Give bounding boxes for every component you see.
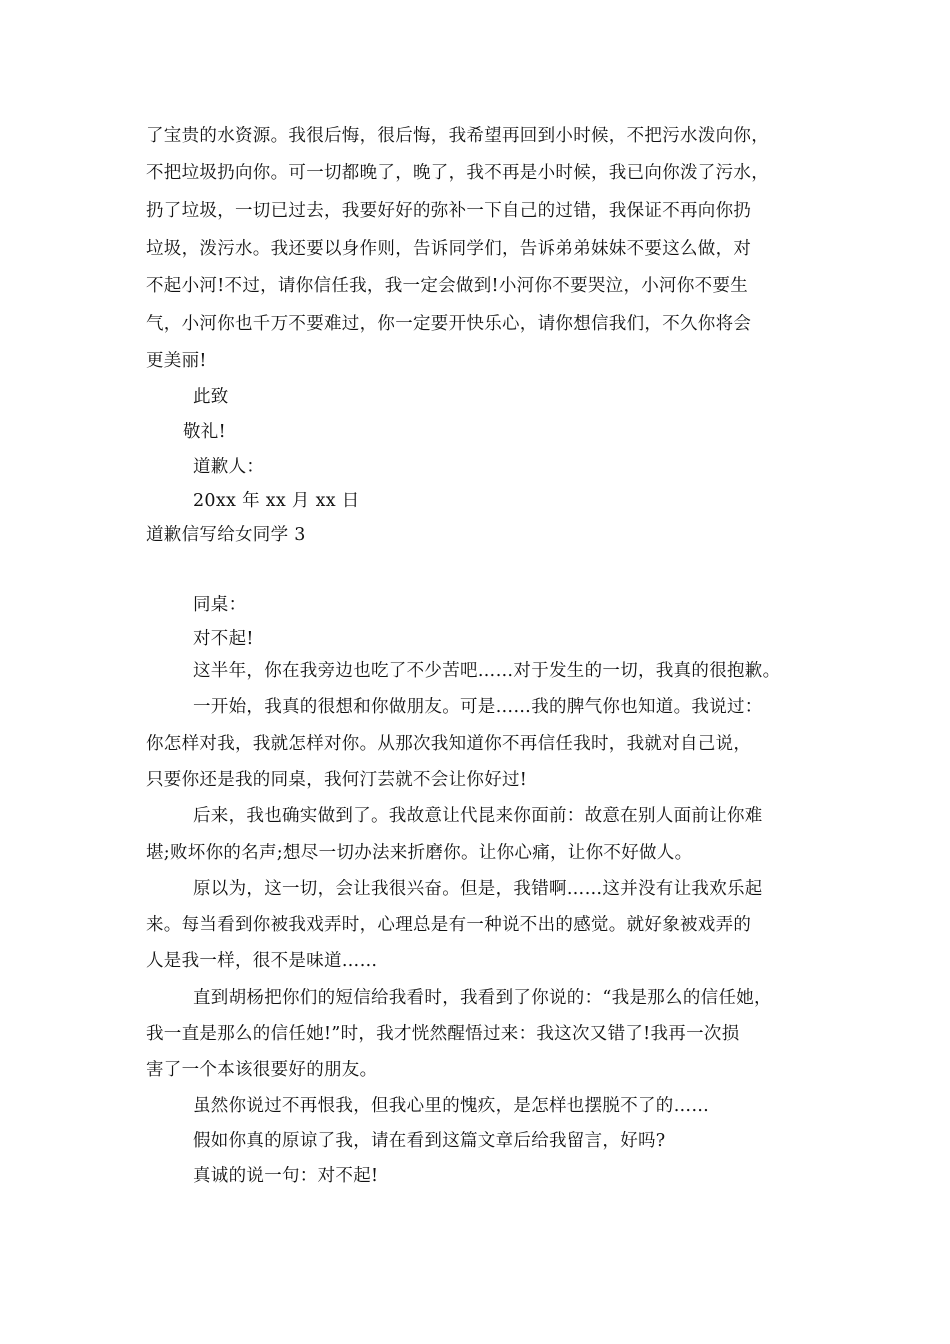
letter2-paragraph-5-line: 直到胡杨把你们的短信给我看时，我看到了你说的：“我是那么的信任她， xyxy=(193,988,772,1008)
letter2-paragraph-4-line: 原以为，这一切，会让我很兴奋。但是，我错啊……这并没有让我欢乐起 xyxy=(193,879,763,899)
letter2-paragraph-2-line: 只要你还是我的同桌，我何汀芸就不会让你好过! xyxy=(146,770,528,790)
letter2-paragraph-3-line: 堪;败坏你的名声;想尽一切办法来折磨你。让你心痛，让你不好做人。 xyxy=(146,843,693,863)
letter2-paragraph-4-line: 来。每当看到你被我戏弄时，心理总是有一种说不出的感觉。就好象被戏弄的 xyxy=(146,915,752,935)
letter2-opening: 对不起! xyxy=(193,629,254,649)
letter1-signer: 道歉人： xyxy=(193,457,265,477)
letter1-line: 气，小河你也千万不要难过，你一定要开快乐心，请你想信我们，不久你将会 xyxy=(146,314,752,334)
letter2-paragraph-3-line: 后来，我也确实做到了。我故意让代昆来你面前：故意在别人面前让你难 xyxy=(193,806,763,826)
letter2-paragraph-8: 真诚的说一句：对不起! xyxy=(193,1166,379,1186)
letter2-paragraph-5-line: 我一直是那么的信任她!”时，我才恍然醒悟过来：我这次又错了!我再一次损 xyxy=(146,1024,740,1044)
letter2-paragraph-2-line: 一开始，我真的很想和你做朋友。可是……我的脾气你也知道。我说过： xyxy=(193,697,763,717)
letter2-paragraph-7: 假如你真的原谅了我，请在看到这篇文章后给我留言，好吗? xyxy=(193,1131,666,1151)
letter1-line: 垃圾，泼污水。我还要以身作则，告诉同学们，告诉弟弟妹妹不要这么做，对 xyxy=(146,239,752,259)
section-title: 道歉信写给女同学 3 xyxy=(146,525,306,545)
letter1-line: 扔了垃圾，一切已过去，我要好好的弥补一下自己的过错，我保证不再向你扔 xyxy=(146,201,752,221)
letter1-salute: 敬礼! xyxy=(183,422,226,442)
letter2-paragraph-4-line: 人是我一样，很不是味道…… xyxy=(146,951,378,971)
letter1-date: 20xx 年 xx 月 xx 日 xyxy=(193,491,360,511)
letter2-paragraph-1: 这半年，你在我旁边也吃了不少苦吧……对于发生的一切，我真的很抱歉。 xyxy=(193,661,781,681)
letter1-closing: 此致 xyxy=(193,387,229,407)
letter2-paragraph-2-line: 你怎样对我，我就怎样对你。从那次我知道你不再信任我时，我就对自己说， xyxy=(146,734,752,754)
letter2-greeting: 同桌： xyxy=(193,595,247,615)
letter2-paragraph-6: 虽然你说过不再恨我，但我心里的愧疚，是怎样也摆脱不了的…… xyxy=(193,1096,710,1116)
letter1-line: 不把垃圾扔向你。可一切都晚了，晚了，我不再是小时候，我已向你泼了污水， xyxy=(146,163,769,183)
letter1-line: 更美丽! xyxy=(146,351,207,371)
letter2-paragraph-5-line: 害了一个本该很要好的朋友。 xyxy=(146,1060,378,1080)
letter1-line: 了宝贵的水资源。我很后悔，很后悔，我希望再回到小时候，不把污水泼向你， xyxy=(146,126,769,146)
letter1-line: 不起小河!不过，请你信任我，我一定会做到!小河你不要哭泣，小河你不要生 xyxy=(146,276,749,296)
